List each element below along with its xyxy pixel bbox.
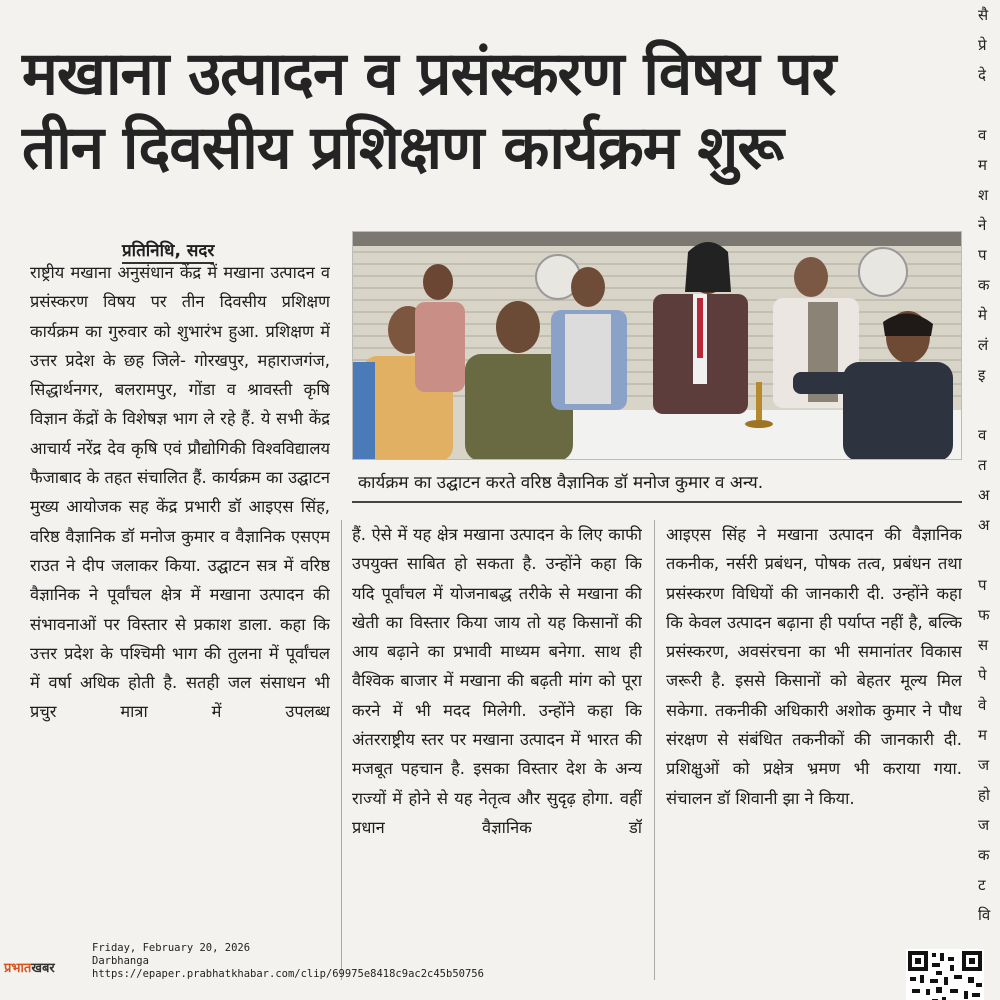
clip-edition: Darbhanga — [92, 955, 149, 967]
edge-fragment: पे — [978, 666, 987, 684]
edge-fragment: ज — [978, 816, 990, 834]
edge-fragment: वे — [978, 696, 987, 714]
column-divider — [654, 520, 655, 980]
edge-fragment: व — [978, 426, 987, 444]
edge-fragment: अ — [978, 516, 990, 534]
article-column-1 — [30, 258, 330, 978]
edge-fragment: हो — [978, 786, 990, 804]
column-2-text: हैं. ऐसे में यह क्षेत्र मखाना उत्पादन के लिए काफी उपयुक्त साबित हो सकता है. उन्होंने कहा कि यदि पूर्वांचल में योजनाबद्ध तरीके से मखाना की खेती का विस्तार किया जाय तो यह किसानों की आय बढ़ाने का प्रभावी माध्यम बनेगा. साथ ही वैश्विक बाजार में मखाना की बढ़ती मांग को पूरा करने में भी मदद मिलेगी. उन्होंने कहा कि अंतरराष्ट्रीय स्तर पर मखाना उत्पादन में भारत की मजबूत पहचान है. इसका विस्तार देश के अन्य राज्यों में होने से यह नेतृत्व और सुदृढ़ होगा. वहीं प्रधान वैज्ञानिक डॉ — [352, 525, 642, 837]
logo-text: खबर — [31, 961, 55, 976]
edge-fragment: प — [978, 246, 987, 264]
edge-fragment: मे — [978, 306, 987, 324]
headline-line-1: मखाना उत्पादन व प्रसंस्करण विषय पर — [22, 39, 836, 109]
edge-fragment: त — [978, 456, 987, 474]
edge-fragment — [978, 90, 1000, 120]
edge-fragment — [978, 390, 1000, 420]
edge-fragment — [978, 540, 1000, 570]
column-3-text: आइएस सिंह ने मखाना उत्पादन की वैज्ञानिक तकनीक, नर्सरी प्रबंधन, पोषक तत्व, प्रबंधन तथा प्रसंस्करण विधियों की जानकारी दी. उन्होंने कहा कि केवल उत्पादन बढ़ाना ही पर्याप्त नहीं है, बल्कि प्रसंस्करण, अवसंरचना का भी समानांतर विकास जरूरी है. इससे किसानों को बेहतर मूल्य मिल सकेगा. तकनीकी अधिकारी अशोक कुमार ने पौध संरक्षण से संबंधित तकनीकों की जानकारी दी. प्रशिक्षुओं को प्रक्षेत्र भ्रमण भी कराया गया. संचालन डॉ शिवानी झा ने किया. — [666, 525, 962, 808]
edge-fragment: वि — [978, 906, 991, 924]
edge-fragment: ट — [978, 876, 986, 894]
qr-code-icon[interactable] — [906, 949, 984, 1000]
byline: प्रतिनिधि, सदर — [122, 238, 214, 264]
edge-fragment: क — [978, 846, 990, 864]
edge-fragment: व — [978, 126, 987, 144]
edge-fragment: ज — [978, 756, 990, 774]
edge-fragment: स — [978, 636, 989, 654]
edge-fragment: म — [978, 156, 987, 174]
edge-fragment: प्रे — [978, 36, 987, 54]
headline-line-2: तीन दिवसीय प्रशिक्षण कार्यक्रम शुरू — [22, 112, 783, 183]
edge-fragment: इ — [978, 366, 986, 384]
edge-fragment: क — [978, 276, 990, 294]
edge-fragment: फ — [978, 606, 990, 624]
headline — [22, 38, 972, 186]
clip-footer — [0, 940, 1000, 1000]
edge-fragment: म — [978, 726, 987, 744]
edge-fragment: ने — [978, 216, 987, 234]
clip-url[interactable]: https://epaper.prabhatkhabar.com/clip/69975e8418c9ac2c45b50756 — [92, 968, 484, 980]
edge-fragment: दे — [978, 66, 986, 84]
clip-meta — [92, 942, 484, 981]
logo-mark: प्रभात — [4, 961, 32, 976]
article-column-2 — [352, 520, 642, 980]
edge-fragment: अ — [978, 486, 990, 504]
edge-fragment: सै — [978, 6, 989, 24]
adjacent-article-fragment — [978, 0, 1000, 1000]
edge-fragment: लं — [978, 336, 989, 354]
column-divider — [341, 520, 342, 980]
article-column-3 — [666, 520, 962, 980]
photo-caption: कार्यक्रम का उद्घाटन करते वरिष्ठ वैज्ञानिक डॉ मनोज कुमार व अन्य. — [358, 473, 764, 493]
edge-fragment: श — [978, 186, 989, 204]
caption-divider — [352, 501, 962, 503]
article-photo — [352, 231, 962, 460]
edge-fragment: प — [978, 576, 987, 594]
newspaper-logo — [4, 958, 55, 976]
clip-date: Friday, February 20, 2026 — [92, 942, 251, 954]
column-1-text: राष्ट्रीय मखाना अनुसंधान केंद्र में मखाना उत्पादन व प्रसंस्करण विषय पर तीन दिवसीय प्रशिक्षण कार्यक्रम का गुरुवार को शुभारंभ हुआ. प्रशिक्षण में उत्तर प्रदेश के छह जिले- गोरखपुर, महाराजगंज, सिद्धार्थनगर, बलरामपुर, गोंडा व श्रावस्ती कृषि विज्ञान केंद्रों के विशेषज्ञ भाग ले रहे हैं. ये सभी केंद्र आचार्य नरेंद्र देव कृषि एवं प्रौद्योगिकी विश्वविद्यालय फैजाबाद के तहत संचालित हैं. कार्यक्रम का उद्घाटन मुख्य आयोजक सह केंद्र प्रभारी डॉ आइएस सिंह, वरिष्ठ वैज्ञानिक डॉ मनोज कुमार व वैज्ञानिक एसएम राउत ने दीप जलाकर किया. उद्घाटन सत्र में वरिष्ठ वैज्ञानिक ने पूर्वांचल क्षेत्र में मखाना उत्पादन की संभावनाओं पर विस्तार से प्रकाश डाला. कहा कि उत्तर प्रदेश के पश्चिमी भाग की तुलना में पूर्वांचल में वर्षा अधिक होती है. सतही जल संसाधन भी प्रचुर मात्रा में उपलब्ध — [30, 263, 330, 722]
